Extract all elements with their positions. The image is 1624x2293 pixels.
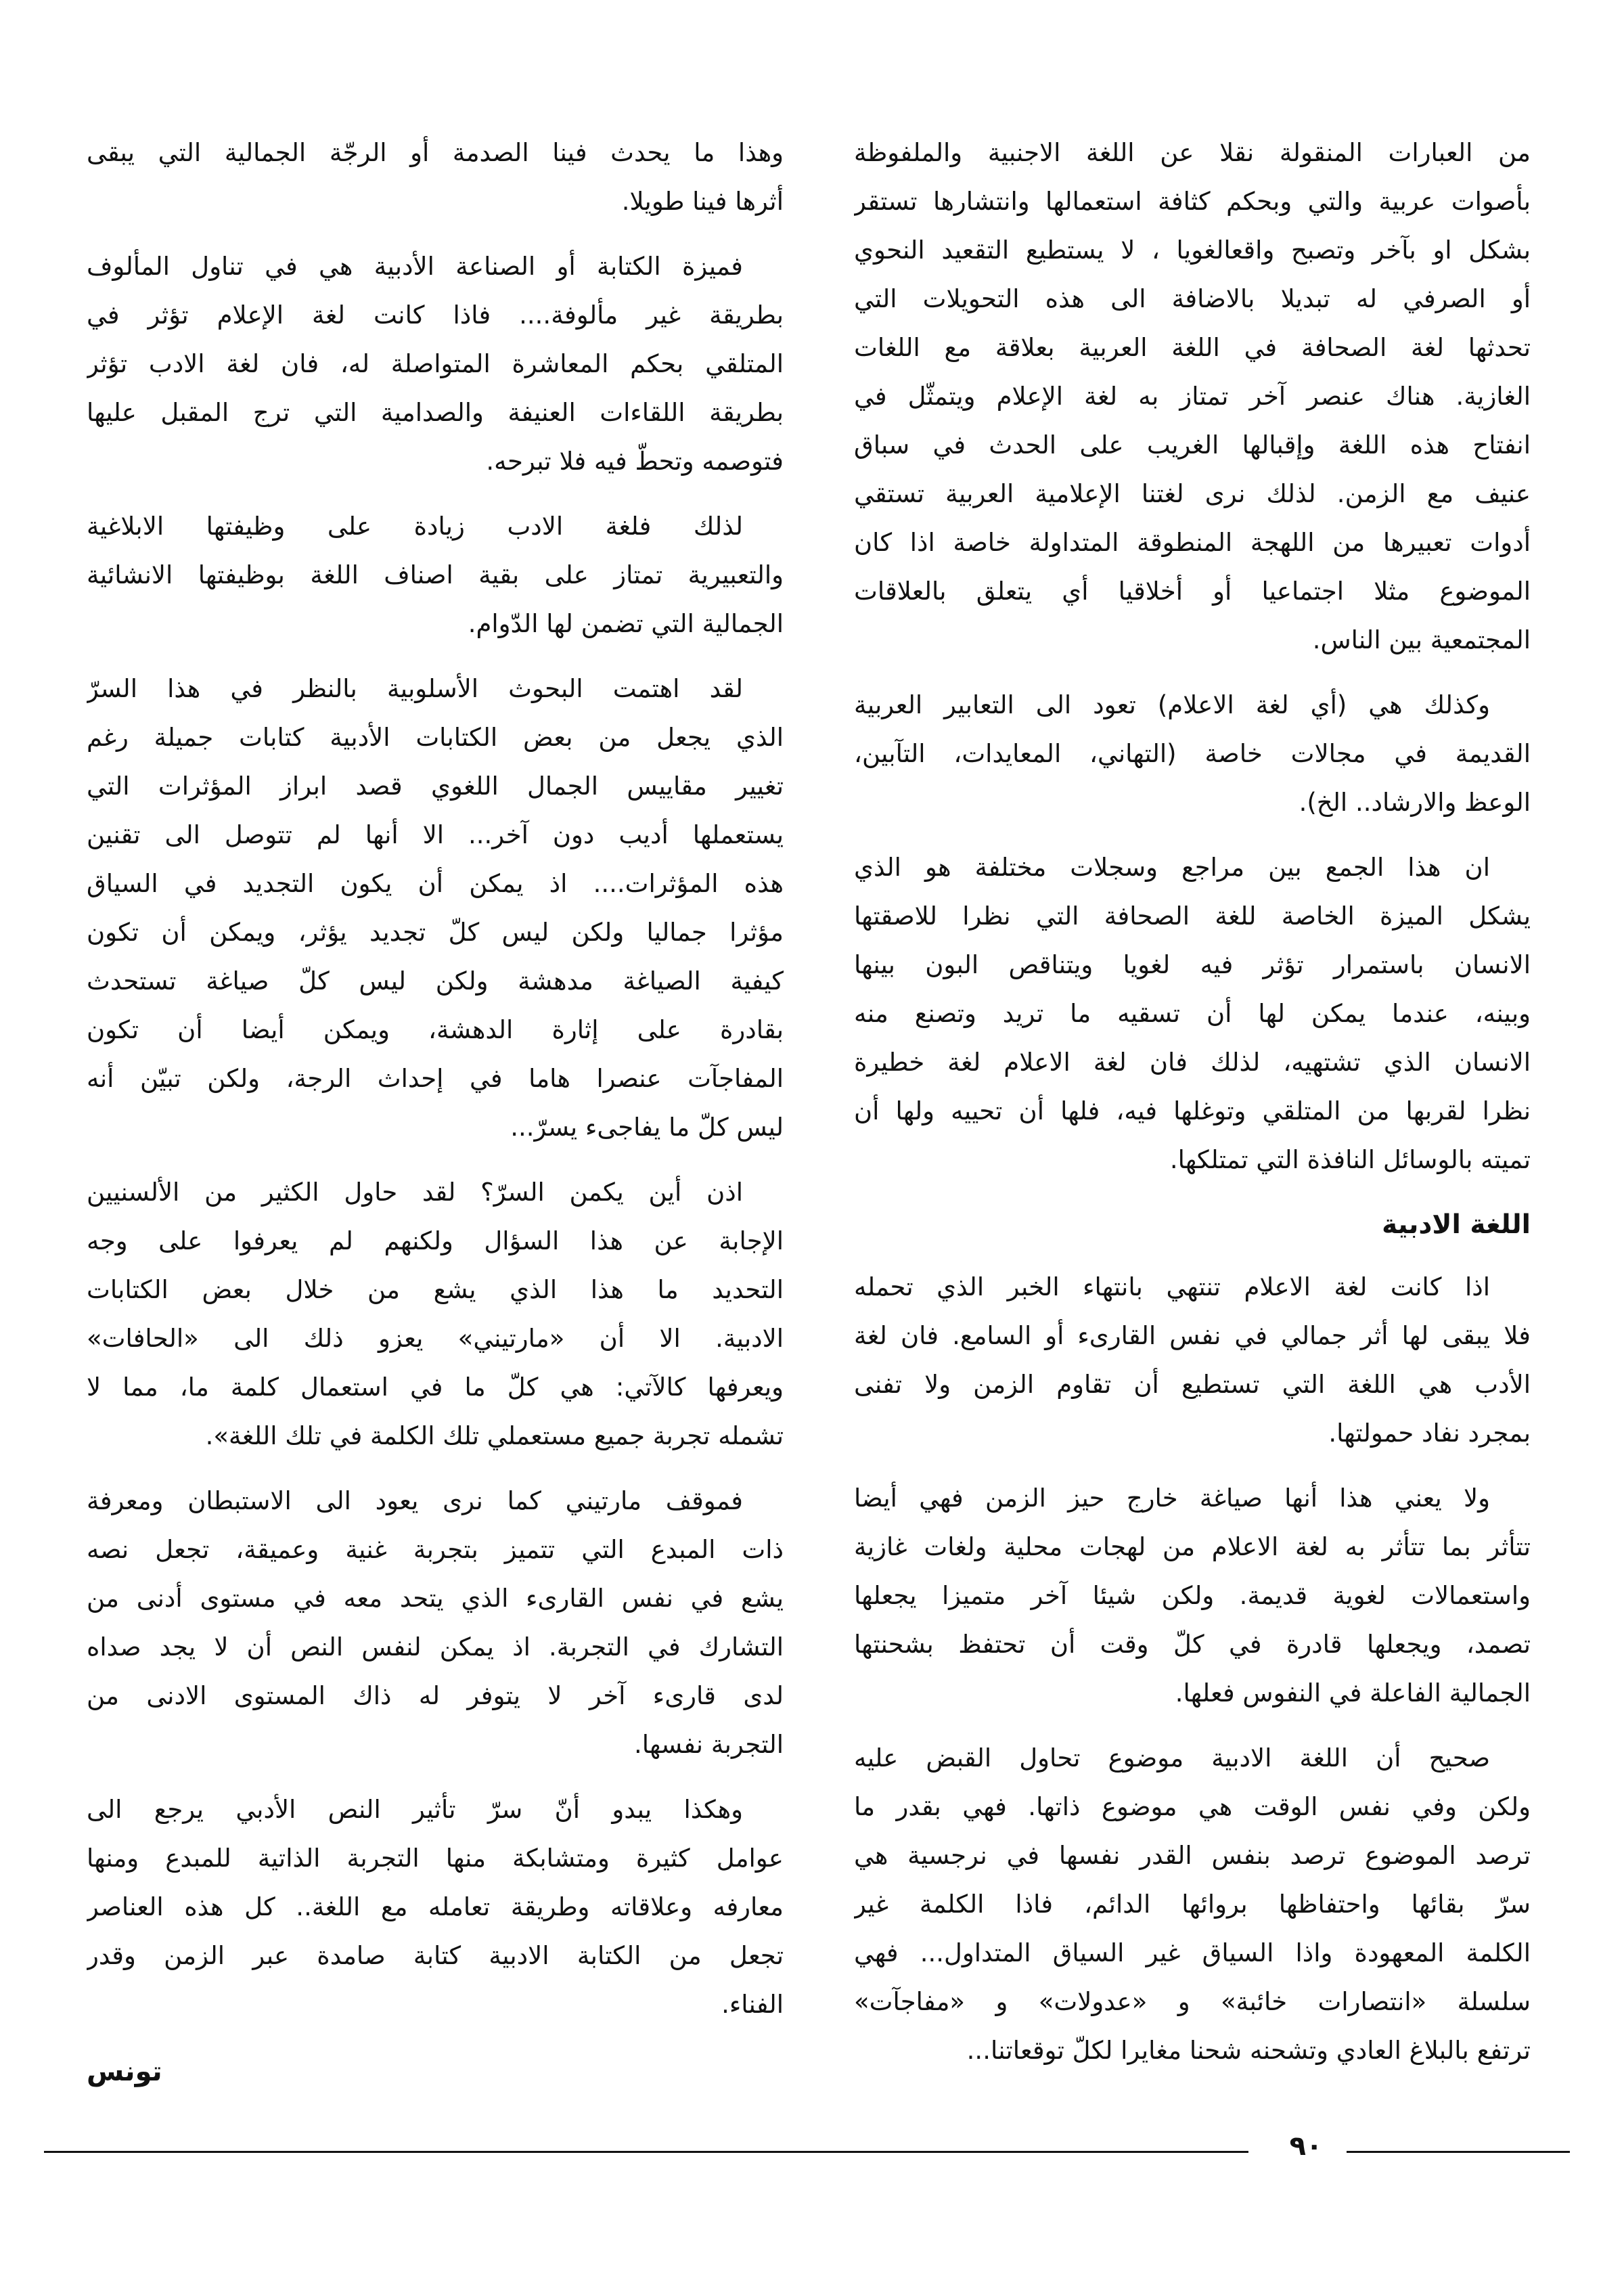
paragraph [854,1263,1531,1458]
text-line: التشارك في التجربة. اذ يمكن لنفس النص أن لا يجد صداه [87,1632,784,1662]
paragraph [87,1785,784,2029]
paragraph [87,129,784,226]
paragraph [854,843,1531,1184]
text-line: يستعملها أديب دون آخر... الا أنها لم تتوصل الى تقنين [87,820,784,849]
text-line: انفتاح هذه اللغة وإقبالها الغريب على الحدث في سباق [854,430,1531,460]
text-line: لدى قارىء آخر لا يتوفر له ذاك المستوى الادنى من [87,1681,784,1710]
text-line: كيفية الصياغة مدهشة ولكن ليس كلّ صياغة تستحدث [87,966,784,996]
right-column [854,129,1531,2091]
text-line: يشكل الميزة الخاصة للغة الصحافة التي نظرا للاصقتها [854,901,1531,931]
text-line: التجربة نفسها. [633,1730,784,1759]
text-line: تميته بالوسائل النافذة التي تمتلكها. [1169,1145,1531,1174]
text-line: والتعبيرية تمتاز على بقية اصناف اللغة بوظيفتها الانشائية [87,560,784,589]
text-line: ترصد الموضوع ترصد بنفس القدر نفسها في نرجسية هي [854,1841,1531,1870]
text-line: سلسلة «انتصارات خائبة» و «عدولات» و «مفاجآت» [854,1987,1531,2016]
text-line: ولا يعني هذا أنها صياغة خارج حيز الزمن فهي أيضا [854,1484,1490,1513]
text-line: المفاجآت عنصرا هاما في إحداث الرجة، ولكن تبيّن أنه [87,1064,784,1093]
text-line: بمجرد نفاد حمولتها. [1328,1419,1531,1448]
author-location-signature: تونس [87,2056,162,2087]
text-line: اذن أين يكمن السرّ؟ لقد حاول الكثير من الألسنيين [87,1178,743,1207]
paragraph [854,1474,1531,1718]
text-line: صحيح أن اللغة الادبية موضوع تحاول القبض عليه [854,1743,1490,1773]
text-line: ويعرفها كالآتي: هي كلّ ما في استعمال كلمة ما، مما لا [87,1373,784,1402]
text-line: الفناء. [721,1990,784,2019]
text-line: تشمله تجربة جميع مستعملي تلك الكلمة في تلك اللغة». [205,1421,784,1450]
text-line: ترتفع بالبلاغ العادي وتشحنه شحنا مغايرا لكلّ توقعاتنا... [966,2036,1531,2065]
paragraph [87,1168,784,1461]
text-line: الجمالية التي تضمن لها الدّوام. [468,609,784,638]
text-line: بشكل او بآخر وتصبح واقعالغويا ، لا يستطيع التقعيد النحوي [854,236,1531,265]
text-line: أثرها فينا طويلا. [621,187,784,216]
text-line: هذه المؤثرات.... اذ يمكن أن يكون التجديد في السياق [87,869,784,898]
text-line: الكلمة المعهودة واذا السياق غير السياق المتداول... فهي [854,1938,1531,1967]
text-line: الإجابة عن هذا السؤال ولكنهم لم يعرفوا على وجه [87,1226,784,1255]
text-line: التحديد ما هذا الذي يشع من خلال بعض الكتابات [87,1275,784,1304]
footer-rule [1347,2151,1570,2153]
paragraph [854,129,1531,665]
text-line: وهكذا يبدو أنّ سرّ تأثير النص الأدبي يرجع الى [87,1795,743,1824]
text-line: تجعل من الكتابة الادبية كتابة صامدة عبر الزمن وقدر [87,1941,784,1970]
text-line: لقد اهتمت البحوث الأسلوبية بالنظر في هذا السرّ [87,674,743,703]
text-line: وكذلك هي (أي لغة الاعلام) تعود الى التعابير العربية [854,690,1490,719]
text-line: ان هذا الجمع بين مراجع وسجلات مختلفة هو الذي [854,853,1490,882]
text-line: ليس كلّ ما يفاجىء يسرّ... [510,1113,784,1142]
text-line: لذلك فلغة الادب زيادة على وظيفتها الابلاغية [87,512,743,541]
footer-rule [44,2151,1248,2153]
section-heading: اللغة الادبية [1382,1209,1531,1240]
text-line: المجتمعية بين الناس. [1312,625,1531,654]
text-line: سرّ بقائها واحتفاظها بروائها الدائم، فاذا الكلمة غير [854,1890,1531,1919]
text-line: بقادرة على إثارة الدهشة، ويمكن أيضا أن تكون [87,1015,784,1044]
text-line: عنيف مع الزمن. لذلك نرى لغتنا الإعلامية العربية تستقي [854,479,1531,508]
text-line: ذات المبدع التي تتميز بتجربة غنية وعميقة، تجعل نصه [87,1535,784,1564]
text-line: أو الصرفي له تبديلا بالاضافة الى هذه التحويلات التي [854,284,1531,313]
text-line: فموقف مارتيني كما نرى يعود الى الاستبطان ومعرفة [87,1486,743,1515]
text-line: فميزة الكتابة أو الصناعة الأدبية هي في تناول المألوف [87,252,743,281]
text-line: فتوصمه وتحطّ فيه فلا تبرحه. [486,447,784,476]
text-line: وهذا ما يحدث فينا الصدمة أو الرجّة الجمالية التي يبقى [87,138,784,167]
text-line: الموضوع مثلا اجتماعيا أو أخلاقيا أي يتعلق بالعلاقات [854,577,1531,606]
text-line: تغيير مقاييس الجمال اللغوي قصد ابراز المؤثرات التي [87,772,784,801]
left-column [87,129,784,2087]
text-line: الادبية. الا أن «مارتيني» يعزو ذلك الى «الحافات» [87,1324,784,1353]
text-line: تتأثر بما تتأثر به لغة الاعلام من لهجات محلية ولغات غازية [854,1532,1531,1561]
text-line: القديمة في مجالات خاصة (التهاني، المعايدات، التآبين، [854,739,1531,768]
text-line: بطريقة غير مألوفة.... فاذا كانت لغة الإعلام تؤثر في [87,300,784,330]
text-line: ولكن وفي نفس الوقت هي موضوع ذاتها. فهي بقدر ما [854,1792,1531,1821]
text-line: يشع في نفس القارىء الذي يتحد معه في مستوى أدنى من [87,1584,784,1613]
paragraph [854,1734,1531,2075]
text-line: بأصوات عربية والتي وبحكم كثافة استعمالها وانتشارها تستقر [854,187,1531,216]
text-line: بطريقة اللقاءات العنيفة والصدامية التي ترج المقبل عليها [87,398,784,427]
text-line: معارفه وعلاقاته وطريقة تعامله مع اللغة.. كل هذه العناصر [87,1892,784,1921]
text-line: المتلقي بحكم المعاشرة المتواصلة له، فان لغة الادب تؤثر [87,349,784,378]
text-line: أدوات تعبيرها من اللهجة المنطوقة المتداولة خاصة اذا كان [854,528,1531,557]
text-line: الوعظ والارشاد.. الخ). [1299,788,1531,817]
text-line: من العبارات المنقولة نقلا عن اللغة الاجنبية والملفوظة [854,138,1531,167]
text-line: عوامل كثيرة ومتشابكة منها التجربة الذاتية للمبدع ومنها [87,1844,784,1873]
text-line: نظرا لقربها من المتلقي وتوغلها فيه، فلها أن تحييه ولها أن [854,1096,1531,1126]
paragraph [87,502,784,648]
text-line: الانسان باستمرار تؤثر فيه لغويا ويتناقص البون بينها [854,950,1531,979]
text-line: الجمالية الفاعلة في النفوس فعلها. [1175,1678,1531,1708]
page-number: ٩٠ [1289,2131,1323,2162]
paragraph [87,1477,784,1769]
paragraph [854,681,1531,827]
paragraph [87,242,784,486]
text-line: اذا كانت لغة الاعلام تنتهي بانتهاء الخبر الذي تحمله [854,1272,1490,1301]
text-line: الذي يجعل من بعض الكتابات الأدبية كتابات جميلة رغم [87,723,784,752]
text-line: الأدب هي اللغة التي تستطيع أن تقاوم الزمن ولا تفنى [854,1370,1531,1399]
text-line: الغازية. هناك عنصر آخر تمتاز به لغة الإعلام ويتمثّل في [854,382,1531,411]
text-line: تصمد، ويجعلها قادرة في كلّ وقت أن تحتفظ بشحنتها [854,1630,1531,1659]
text-line: الانسان الذي تشتهيه، لذلك فان لغة الاعلام لغة خطيرة [854,1048,1531,1077]
text-line: مؤثرا جماليا ولكن ليس كلّ تجديد يؤثر، ويمكن أن تكون [87,918,784,947]
paragraph [87,665,784,1152]
text-line: فلا يبقى لها أثر جمالي في نفس القارىء أو السامع. فان لغة [854,1321,1531,1350]
text-line: واستعمالات لغوية قديمة. ولكن شيئا آخر متميزا يجعلها [854,1581,1531,1610]
text-line: وبينه، عندما يمكن لها أن تسقيه ما تريد وتصنع منه [854,999,1531,1028]
text-line: تحدثها لغة الصحافة في اللغة العربية بعلاقة مع اللغات [854,333,1531,362]
